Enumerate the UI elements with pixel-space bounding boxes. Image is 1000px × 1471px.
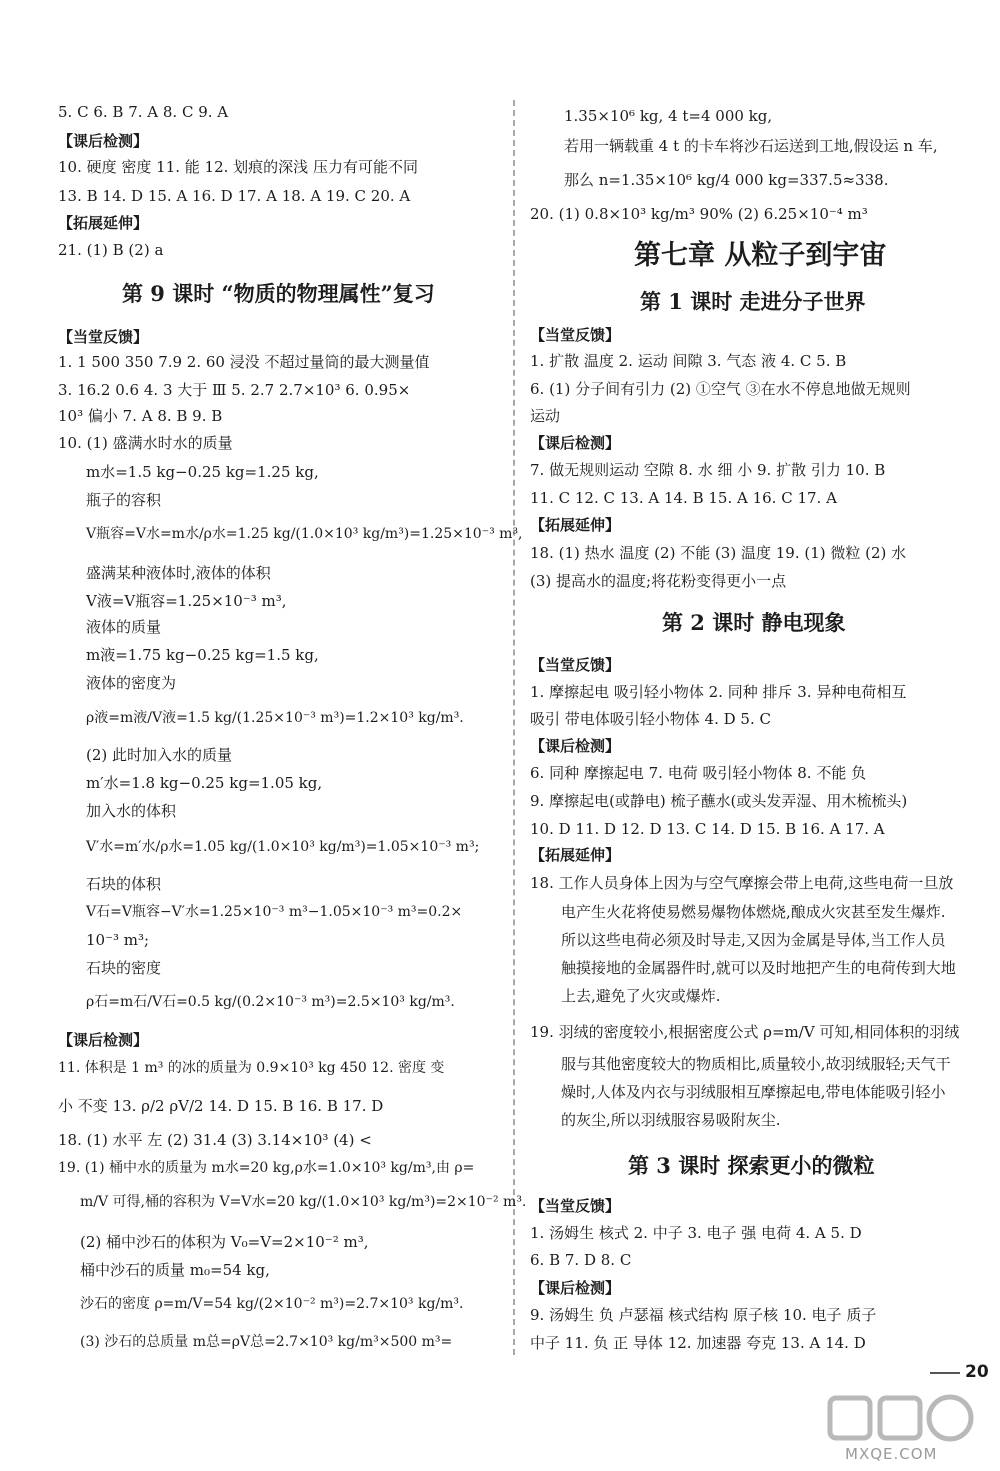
formula-line: ρ石=m石/V石=0.5 kg/(0.2×10⁻³ m³)=2.5×10³ kg/m³. <box>86 994 455 1010</box>
answer-line: 20. (1) 0.8×10³ kg/m³ 90% (2) 6.25×10⁻⁴ m³ <box>530 205 868 223</box>
answer-line: 11. C 12. C 13. A 14. B 15. A 16. C 17. A <box>530 489 837 507</box>
page-number-rule <box>930 1372 960 1374</box>
answer-line: 5. C 6. B 7. A 8. C 9. A <box>58 103 229 121</box>
answer-line: 9. 摩擦起电(或静电) 梳子蘸水(或头发弄湿、用木梳梳头) <box>530 792 908 810</box>
answer-line: 10. D 11. D 12. D 13. C 14. D 15. B 16. A 17. A <box>530 820 885 838</box>
answer-line: 瓶子的容积 <box>86 491 162 509</box>
answer-line: 19. (1) 桶中水的质量为 m水=20 kg,ρ水=1.0×10³ kg/m³,由 ρ= <box>58 1160 475 1176</box>
formula-line: 那么 n=1.35×10⁶ kg/4 000 kg=337.5≈338. <box>564 171 889 189</box>
section-label: 【拓展延伸】 <box>530 516 621 534</box>
lesson-heading: 第 3 课时 探索更小的微粒 <box>628 1153 875 1178</box>
answer-line: 盛满某种液体时,液体的体积 <box>86 564 271 582</box>
answer-line: 服与其他密度较大的物质相比,质量较小,故羽绒服轻;天气干 <box>561 1055 951 1073</box>
answer-line: 小 不变 13. ρ/2 ρV/2 14. D 15. B 16. B 17. D <box>58 1097 384 1115</box>
answer-line: 18. (1) 热水 温度 (2) 不能 (3) 温度 19. (1) 微粒 (2) 水 <box>530 544 907 562</box>
answer-line: 电产生火花将使易燃易爆物体燃烧,酿成火灾甚至发生爆炸. <box>561 903 946 921</box>
answer-line: 1. 1 500 350 7.9 2. 60 浸没 不超过量筒的最大测量值 <box>58 353 430 371</box>
answer-line: 吸引 带电体吸引轻小物体 4. D 5. C <box>530 710 771 728</box>
answer-line: 中子 11. 负 正 导体 12. 加速器 夸克 13. A 14. D <box>530 1334 866 1352</box>
section-label: 【当堂反馈】 <box>530 656 621 674</box>
answer-line: 10. 硬度 密度 11. 能 12. 划痕的深浅 压力有可能不同 <box>58 158 418 176</box>
formula-line: 19. 羽绒的密度较小,根据密度公式 ρ=m/V 可知,相同体积的羽绒 <box>530 1023 960 1041</box>
section-label: 【课后检测】 <box>530 434 621 452</box>
section-label: 【课后检测】 <box>58 1031 149 1049</box>
section-label: 【课后检测】 <box>58 132 149 150</box>
answer-line: 7. 做无规则运动 空隙 8. 水 细 小 9. 扩散 引力 10. B <box>530 461 886 479</box>
answer-line: 加入水的体积 <box>86 802 177 820</box>
answer-line: 3. 16.2 0.6 4. 3 大于 Ⅲ 5. 2.7 2.7×10³ 6. 0.95× <box>58 381 411 399</box>
watermark-url: MXQE.COM <box>845 1445 938 1463</box>
lesson-heading: 第 2 课时 静电现象 <box>662 610 846 635</box>
formula-line: m/V 可得,桶的容积为 V=V水=20 kg/(1.0×10³ kg/m³)=2×10⁻² m³. <box>80 1194 527 1210</box>
section-label: 【当堂反馈】 <box>530 1197 621 1215</box>
lesson-heading: 第 1 课时 走进分子世界 <box>640 289 866 314</box>
answer-line: 石块的密度 <box>86 959 162 977</box>
formula-line: 沙石的密度 ρ=m/V=54 kg/(2×10⁻² m³)=2.7×10³ kg/m³. <box>80 1296 464 1312</box>
answer-line: 液体的密度为 <box>86 674 177 692</box>
answer-line: 桶中沙石的质量 m₀=54 kg, <box>80 1261 270 1279</box>
answer-line: 若用一辆载重 4 t 的卡车将沙石运送到工地,假设运 n 车, <box>564 137 938 155</box>
answer-line: 10³ 偏小 7. A 8. B 9. B <box>58 407 223 425</box>
answer-line: 燥时,人体及内衣与羽绒服相互摩擦起电,带电体能吸引轻小 <box>561 1083 946 1101</box>
answer-line: (3) 提高水的温度;将花粉变得更小一点 <box>530 572 787 590</box>
chapter-heading: 第七章 从粒子到宇宙 <box>634 240 887 271</box>
answer-line: V液=V瓶容=1.25×10⁻³ m³, <box>86 592 287 610</box>
section-label: 【课后检测】 <box>530 1279 621 1297</box>
answer-line: 11. 体积是 1 m³ 的冰的质量为 0.9×10³ kg 450 12. 密度 变 <box>58 1060 445 1076</box>
answer-line: 上去,避免了火灾或爆炸. <box>561 987 721 1005</box>
answer-line: 所以这些电荷必须及时导走,又因为金属是导体,当工作人员 <box>561 931 946 949</box>
section-label: 【拓展延伸】 <box>530 846 621 864</box>
column-divider <box>513 100 515 1355</box>
section-label: 【当堂反馈】 <box>58 328 149 346</box>
answer-line: 1. 汤姆生 核式 2. 中子 3. 电子 强 电荷 4. A 5. D <box>530 1224 862 1242</box>
section-label: 【课后检测】 <box>530 737 621 755</box>
answer-line: m′水=1.8 kg−0.25 kg=1.05 kg, <box>86 774 323 792</box>
answer-line: (2) 桶中沙石的体积为 V₀=V=2×10⁻² m³, <box>80 1233 369 1251</box>
answer-line: 运动 <box>530 407 561 425</box>
answer-line: 1. 扩散 温度 2. 运动 间隙 3. 气态 液 4. C 5. B <box>530 352 847 370</box>
section-label: 【当堂反馈】 <box>530 326 621 344</box>
answer-line: 18. 工作人员身体上因为与空气摩擦会带上电荷,这些电荷一旦放 <box>530 874 954 892</box>
answer-line: 触摸接地的金属器件时,就可以及时地把产生的电荷传到大地 <box>561 959 956 977</box>
answer-line: 的灰尘,所以羽绒服容易吸附灰尘. <box>561 1111 781 1129</box>
answer-line: (3) 沙石的总质量 m总=ρV总=2.7×10³ kg/m³×500 m³= <box>80 1334 453 1350</box>
answer-line: 18. (1) 水平 左 (2) 31.4 (3) 3.14×10³ (4) < <box>58 1131 372 1149</box>
answer-line: 13. B 14. D 15. A 16. D 17. A 18. A 19. C 20. A <box>58 187 411 205</box>
answer-line: m液=1.75 kg−0.25 kg=1.5 kg, <box>86 646 319 664</box>
answer-line: 液体的质量 <box>86 618 162 636</box>
answer-line: 10⁻³ m³; <box>86 931 150 949</box>
answer-line: (2) 此时加入水的质量 <box>86 746 233 764</box>
answer-line: 1.35×10⁶ kg, 4 t=4 000 kg, <box>564 107 773 125</box>
lesson-heading: 第 9 课时 “物质的物理属性”复习 <box>122 281 435 306</box>
answer-line: 6. 同种 摩擦起电 7. 电荷 吸引轻小物体 8. 不能 负 <box>530 764 867 782</box>
answer-line: 石块的体积 <box>86 875 162 893</box>
answer-line: 1. 摩擦起电 吸引轻小物体 2. 同种 排斥 3. 异种电荷相互 <box>530 683 907 701</box>
answer-line: m水=1.5 kg−0.25 kg=1.25 kg, <box>86 463 319 481</box>
answer-line: V石=V瓶容−V′水=1.25×10⁻³ m³−1.05×10⁻³ m³=0.2× <box>86 904 463 920</box>
formula-line: V′水=m′水/ρ水=1.05 kg/(1.0×10³ kg/m³)=1.05×10⁻³ m³; <box>86 839 480 855</box>
page-number: 20 <box>965 1362 989 1382</box>
formula-line: V瓶容=V水=m水/ρ水=1.25 kg/(1.0×10³ kg/m³)=1.25×10⁻³ m³, <box>86 526 523 542</box>
answer-line: 6. B 7. D 8. C <box>530 1251 632 1269</box>
formula-line: ρ液=m液/V液=1.5 kg/(1.25×10⁻³ m³)=1.2×10³ kg/m³. <box>86 710 464 726</box>
answer-line: 9. 汤姆生 负 卢瑟福 核式结构 原子核 10. 电子 质子 <box>530 1306 877 1324</box>
answer-line: 10. (1) 盛满水时水的质量 <box>58 434 233 452</box>
section-label: 【拓展延伸】 <box>58 214 149 232</box>
answer-line: 6. (1) 分子间有引力 (2) ①空气 ③在水不停息地做无规则 <box>530 380 911 398</box>
answer-line: 21. (1) B (2) a <box>58 241 164 259</box>
